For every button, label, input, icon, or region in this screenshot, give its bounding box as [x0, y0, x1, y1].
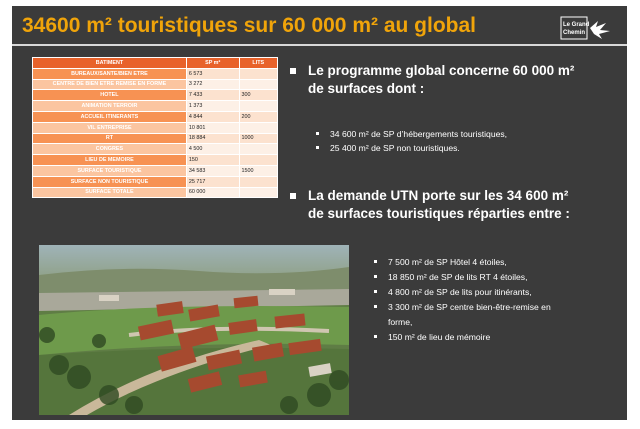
table-cell-batiment: HOTEL	[33, 90, 187, 101]
table-row	[33, 79, 278, 90]
bullet-dot-icon	[374, 290, 377, 293]
table-cell-sp: 10 801	[186, 122, 239, 133]
table-cell-batiment: SURFACE TOURISTIQUE	[33, 165, 187, 176]
table-cell-batiment: BUREAUX/SANTE/BIEN ETRE	[33, 68, 187, 79]
block2-heading	[308, 187, 618, 223]
list-item-text: 3 300 m² de SP centre bien-être-remise en	[388, 302, 551, 312]
header-sp: SP m²	[186, 58, 239, 69]
table-cell-lits	[239, 101, 277, 112]
table-row	[33, 122, 278, 133]
table-cell-sp: 34 583	[186, 165, 239, 176]
aerial-rendering-image	[39, 245, 349, 415]
bullet-dot-icon	[374, 305, 377, 308]
table-cell-sp: 6 573	[186, 68, 239, 79]
table-row	[33, 90, 278, 101]
list-item	[388, 270, 618, 285]
table-row	[33, 111, 278, 122]
table-cell-lits	[239, 155, 277, 166]
slide-title: 34600 m² touristiques sur 60 000 m² au global	[22, 14, 476, 37]
table-cell-lits	[239, 68, 277, 79]
table-cell-sp: 4 500	[186, 144, 239, 155]
header-batiment: BATIMENT	[33, 58, 187, 69]
list-item	[330, 127, 610, 141]
table-cell-batiment: RT	[33, 133, 187, 144]
table-cell-lits	[239, 187, 277, 198]
block1-heading	[308, 62, 618, 98]
surfaces-table	[32, 57, 278, 198]
table-cell-batiment: VIL ENTREPRISE	[33, 122, 187, 133]
list-item-text: 150 m² de lieu de mémoire	[388, 332, 491, 342]
bullet-dot-icon	[374, 260, 377, 263]
bullet-square-icon	[290, 193, 296, 199]
table-cell-lits: 1000	[239, 133, 277, 144]
table-cell-batiment: ACCUEIL ITINERANTS	[33, 111, 187, 122]
bullet-dot-icon	[374, 275, 377, 278]
table-row	[33, 155, 278, 166]
table-cell-lits: 200	[239, 111, 277, 122]
table-cell-lits	[239, 79, 277, 90]
logo-icon	[560, 15, 612, 41]
table-cell-sp: 1 373	[186, 101, 239, 112]
table-cell-sp: 7 433	[186, 90, 239, 101]
table-cell-sp: 60 000	[186, 187, 239, 198]
table-row	[33, 101, 278, 112]
bullet-dot-icon	[316, 146, 319, 149]
block2-list	[388, 255, 618, 345]
table-cell-batiment: LIEU DE MEMOIRE	[33, 155, 187, 166]
list-item-text: 18 850 m² de SP de lits RT 4 étoiles,	[388, 272, 528, 282]
table-row	[33, 176, 278, 187]
block2-heading-line2: de surfaces touristiques réparties entre :	[308, 206, 570, 221]
table-cell-batiment: SURFACE NON TOURISTIQUE	[33, 176, 187, 187]
list-item-text: 34 600 m² de SP d’hébergements touristiques,	[330, 129, 508, 139]
header-lits: LITS	[239, 58, 277, 69]
table-cell-batiment: CENTRE DE BIEN ETRE REMISE EN FORME	[33, 79, 187, 90]
list-item-continuation	[388, 315, 618, 330]
table-cell-sp: 18 884	[186, 133, 239, 144]
block1-list	[330, 127, 610, 155]
table-cell-batiment: SURFACE TOTALE	[33, 187, 187, 198]
table-cell-sp: 25 717	[186, 176, 239, 187]
svg-text:Le Grand: Le Grand	[563, 22, 590, 28]
table-row	[33, 144, 278, 155]
list-item	[388, 300, 618, 315]
list-item	[388, 330, 618, 345]
block1-heading-line1: Le programme global concerne 60 000 m²	[308, 63, 575, 78]
table-cell-lits: 300	[239, 90, 277, 101]
bullet-dot-icon	[316, 132, 319, 135]
table-cell-lits	[239, 144, 277, 155]
table-row	[33, 165, 278, 176]
bullet-dot-icon	[374, 335, 377, 338]
aerial-rendering-illustration	[39, 245, 349, 415]
svg-text:Chemin: Chemin	[563, 30, 586, 36]
table-cell-sp: 3 272	[186, 79, 239, 90]
table-header-row	[33, 58, 278, 69]
table-row	[33, 68, 278, 79]
bullet-square-icon	[290, 68, 296, 74]
table-row	[33, 133, 278, 144]
list-item	[330, 141, 610, 155]
block1-heading-line2: de surfaces dont :	[308, 81, 425, 96]
table-cell-lits	[239, 122, 277, 133]
block2-heading-line1: La demande UTN porte sur les 34 600 m²	[308, 188, 569, 203]
list-item-text: 4 800 m² de SP de lits pour itinérants,	[388, 287, 532, 297]
list-item-text: forme,	[388, 317, 413, 327]
table-cell-sp: 150	[186, 155, 239, 166]
table-row	[33, 187, 278, 198]
table-cell-batiment: CONGRES	[33, 144, 187, 155]
slide	[12, 6, 627, 420]
list-item-text: 25 400 m² de SP non touristiques.	[330, 143, 460, 153]
table-cell-sp: 4 844	[186, 111, 239, 122]
table-cell-lits	[239, 176, 277, 187]
list-item	[388, 285, 618, 300]
list-item	[388, 255, 618, 270]
table-cell-batiment: ANIMATION TERROIR	[33, 101, 187, 112]
table-cell-lits: 1500	[239, 165, 277, 176]
list-item-text: 7 500 m² de SP Hôtel 4 étoiles,	[388, 257, 507, 267]
title-divider	[12, 44, 627, 46]
